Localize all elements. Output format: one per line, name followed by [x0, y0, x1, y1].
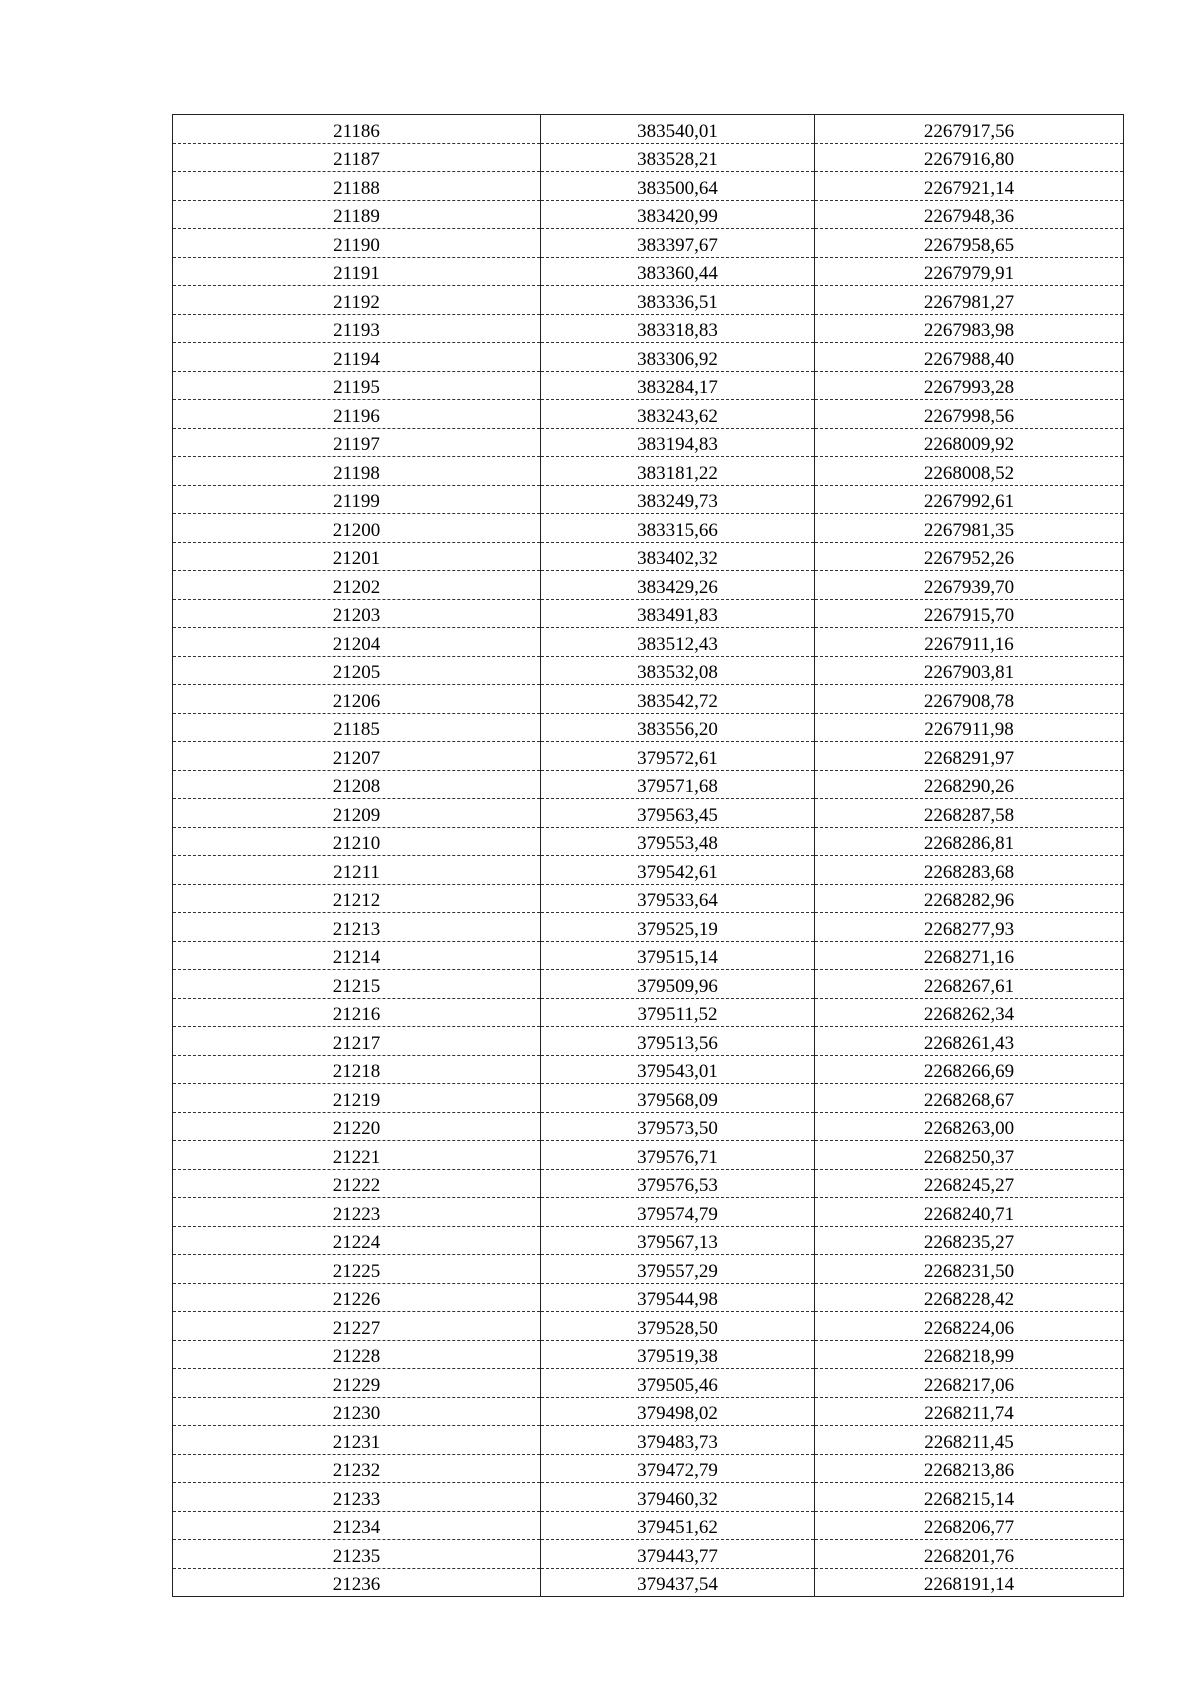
point-number-cell: 21229 [173, 1369, 541, 1398]
table-row [173, 713, 1124, 742]
y-coordinate-cell: 2268224,06 [815, 1312, 1124, 1341]
table-row [173, 1540, 1124, 1569]
x-coordinate-cell: 379460,32 [541, 1483, 815, 1512]
table-row [173, 628, 1124, 657]
table-row [173, 827, 1124, 856]
table-row [173, 998, 1124, 1027]
x-coordinate-cell: 379437,54 [541, 1568, 815, 1597]
table-row [173, 428, 1124, 457]
point-number-cell: 21201 [173, 542, 541, 571]
point-number-cell: 21198 [173, 457, 541, 486]
y-coordinate-cell: 2268267,61 [815, 970, 1124, 999]
y-coordinate-cell: 2268290,26 [815, 770, 1124, 799]
y-coordinate-cell: 2267916,80 [815, 143, 1124, 172]
point-number-cell: 21233 [173, 1483, 541, 1512]
point-number-cell: 21230 [173, 1397, 541, 1426]
y-coordinate-cell: 2268215,14 [815, 1483, 1124, 1512]
y-coordinate-cell: 2267911,98 [815, 713, 1124, 742]
x-coordinate-cell: 383420,99 [541, 200, 815, 229]
point-number-cell: 21200 [173, 514, 541, 543]
x-coordinate-cell: 379525,19 [541, 913, 815, 942]
table-row [173, 1511, 1124, 1540]
point-number-cell: 21191 [173, 257, 541, 286]
table-row [173, 1255, 1124, 1284]
point-number-cell: 21211 [173, 856, 541, 885]
x-coordinate-cell: 383397,67 [541, 229, 815, 258]
table-row [173, 770, 1124, 799]
x-coordinate-cell: 379513,56 [541, 1027, 815, 1056]
point-number-cell: 21224 [173, 1226, 541, 1255]
point-number-cell: 21225 [173, 1255, 541, 1284]
y-coordinate-cell: 2268228,42 [815, 1283, 1124, 1312]
y-coordinate-cell: 2267908,78 [815, 685, 1124, 714]
table-row [173, 856, 1124, 885]
x-coordinate-cell: 383315,66 [541, 514, 815, 543]
y-coordinate-cell: 2267983,98 [815, 314, 1124, 343]
table-row [173, 884, 1124, 913]
point-number-cell: 21205 [173, 656, 541, 685]
point-number-cell: 21192 [173, 286, 541, 315]
y-coordinate-cell: 2267981,27 [815, 286, 1124, 315]
y-coordinate-cell: 2268261,43 [815, 1027, 1124, 1056]
table-row [173, 685, 1124, 714]
x-coordinate-cell: 379515,14 [541, 941, 815, 970]
y-coordinate-cell: 2267998,56 [815, 400, 1124, 429]
point-number-cell: 21185 [173, 713, 541, 742]
point-number-cell: 21196 [173, 400, 541, 429]
y-coordinate-cell: 2267981,35 [815, 514, 1124, 543]
y-coordinate-cell: 2267921,14 [815, 172, 1124, 201]
table-row [173, 485, 1124, 514]
x-coordinate-cell: 379542,61 [541, 856, 815, 885]
point-number-cell: 21190 [173, 229, 541, 258]
point-number-cell: 21189 [173, 200, 541, 229]
x-coordinate-cell: 383556,20 [541, 713, 815, 742]
point-number-cell: 21215 [173, 970, 541, 999]
x-coordinate-cell: 383284,17 [541, 371, 815, 400]
y-coordinate-cell: 2268231,50 [815, 1255, 1124, 1284]
x-coordinate-cell: 379509,96 [541, 970, 815, 999]
x-coordinate-cell: 379543,01 [541, 1055, 815, 1084]
y-coordinate-cell: 2268250,37 [815, 1141, 1124, 1170]
table-row [173, 970, 1124, 999]
coordinates-table [172, 114, 1124, 1597]
x-coordinate-cell: 379528,50 [541, 1312, 815, 1341]
table-row [173, 1369, 1124, 1398]
point-number-cell: 21193 [173, 314, 541, 343]
x-coordinate-cell: 379574,79 [541, 1198, 815, 1227]
x-coordinate-cell: 379498,02 [541, 1397, 815, 1426]
y-coordinate-cell: 2268245,27 [815, 1169, 1124, 1198]
point-number-cell: 21207 [173, 742, 541, 771]
y-coordinate-cell: 2267917,56 [815, 115, 1124, 144]
x-coordinate-cell: 379567,13 [541, 1226, 815, 1255]
x-coordinate-cell: 379443,77 [541, 1540, 815, 1569]
point-number-cell: 21218 [173, 1055, 541, 1084]
y-coordinate-cell: 2268217,06 [815, 1369, 1124, 1398]
table-row [173, 571, 1124, 600]
y-coordinate-cell: 2268263,00 [815, 1112, 1124, 1141]
point-number-cell: 21232 [173, 1454, 541, 1483]
table-row [173, 1454, 1124, 1483]
x-coordinate-cell: 379544,98 [541, 1283, 815, 1312]
point-number-cell: 21234 [173, 1511, 541, 1540]
point-number-cell: 21214 [173, 941, 541, 970]
table-row [173, 1226, 1124, 1255]
x-coordinate-cell: 383500,64 [541, 172, 815, 201]
y-coordinate-cell: 2267992,61 [815, 485, 1124, 514]
y-coordinate-cell: 2268240,71 [815, 1198, 1124, 1227]
table-row [173, 400, 1124, 429]
table-row [173, 1340, 1124, 1369]
x-coordinate-cell: 379511,52 [541, 998, 815, 1027]
table-row [173, 343, 1124, 372]
y-coordinate-cell: 2268283,68 [815, 856, 1124, 885]
x-coordinate-cell: 383528,21 [541, 143, 815, 172]
x-coordinate-cell: 379483,73 [541, 1426, 815, 1455]
y-coordinate-cell: 2268291,97 [815, 742, 1124, 771]
y-coordinate-cell: 2268201,76 [815, 1540, 1124, 1569]
point-number-cell: 21219 [173, 1084, 541, 1113]
table-row [173, 742, 1124, 771]
point-number-cell: 21236 [173, 1568, 541, 1597]
point-number-cell: 21223 [173, 1198, 541, 1227]
table-row [173, 1055, 1124, 1084]
table-row [173, 200, 1124, 229]
x-coordinate-cell: 383360,44 [541, 257, 815, 286]
y-coordinate-cell: 2268286,81 [815, 827, 1124, 856]
table-row [173, 514, 1124, 543]
point-number-cell: 21217 [173, 1027, 541, 1056]
table-row [173, 457, 1124, 486]
point-number-cell: 21222 [173, 1169, 541, 1198]
y-coordinate-cell: 2268287,58 [815, 799, 1124, 828]
y-coordinate-cell: 2267911,16 [815, 628, 1124, 657]
table-row [173, 1112, 1124, 1141]
table-row [173, 913, 1124, 942]
table-row [173, 1483, 1124, 1512]
y-coordinate-cell: 2267903,81 [815, 656, 1124, 685]
point-number-cell: 21220 [173, 1112, 541, 1141]
point-number-cell: 21235 [173, 1540, 541, 1569]
x-coordinate-cell: 383491,83 [541, 599, 815, 628]
y-coordinate-cell: 2268211,74 [815, 1397, 1124, 1426]
table-row [173, 286, 1124, 315]
table-row [173, 257, 1124, 286]
point-number-cell: 21188 [173, 172, 541, 201]
point-number-cell: 21227 [173, 1312, 541, 1341]
point-number-cell: 21216 [173, 998, 541, 1027]
point-number-cell: 21202 [173, 571, 541, 600]
x-coordinate-cell: 383243,62 [541, 400, 815, 429]
table-row [173, 1283, 1124, 1312]
point-number-cell: 21194 [173, 343, 541, 372]
table-row [173, 1198, 1124, 1227]
table-row [173, 1568, 1124, 1597]
x-coordinate-cell: 379519,38 [541, 1340, 815, 1369]
point-number-cell: 21206 [173, 685, 541, 714]
x-coordinate-cell: 383318,83 [541, 314, 815, 343]
table-row [173, 656, 1124, 685]
y-coordinate-cell: 2268206,77 [815, 1511, 1124, 1540]
x-coordinate-cell: 379568,09 [541, 1084, 815, 1113]
x-coordinate-cell: 379571,68 [541, 770, 815, 799]
x-coordinate-cell: 383532,08 [541, 656, 815, 685]
point-number-cell: 21209 [173, 799, 541, 828]
x-coordinate-cell: 379553,48 [541, 827, 815, 856]
x-coordinate-cell: 379557,29 [541, 1255, 815, 1284]
x-coordinate-cell: 383542,72 [541, 685, 815, 714]
table-row [173, 542, 1124, 571]
x-coordinate-cell: 383429,26 [541, 571, 815, 600]
point-number-cell: 21226 [173, 1283, 541, 1312]
x-coordinate-cell: 383402,32 [541, 542, 815, 571]
y-coordinate-cell: 2268213,86 [815, 1454, 1124, 1483]
point-number-cell: 21197 [173, 428, 541, 457]
point-number-cell: 21208 [173, 770, 541, 799]
point-number-cell: 21186 [173, 115, 541, 144]
table-row [173, 1426, 1124, 1455]
point-number-cell: 21204 [173, 628, 541, 657]
x-coordinate-cell: 379576,71 [541, 1141, 815, 1170]
x-coordinate-cell: 383249,73 [541, 485, 815, 514]
table-row [173, 314, 1124, 343]
y-coordinate-cell: 2268262,34 [815, 998, 1124, 1027]
y-coordinate-cell: 2267993,28 [815, 371, 1124, 400]
table-row [173, 1027, 1124, 1056]
x-coordinate-cell: 383181,22 [541, 457, 815, 486]
x-coordinate-cell: 379472,79 [541, 1454, 815, 1483]
point-number-cell: 21203 [173, 599, 541, 628]
table-row [173, 229, 1124, 258]
y-coordinate-cell: 2268282,96 [815, 884, 1124, 913]
y-coordinate-cell: 2267958,65 [815, 229, 1124, 258]
table-row [173, 1169, 1124, 1198]
y-coordinate-cell: 2267952,26 [815, 542, 1124, 571]
y-coordinate-cell: 2268191,14 [815, 1568, 1124, 1597]
y-coordinate-cell: 2268268,67 [815, 1084, 1124, 1113]
table-row [173, 599, 1124, 628]
x-coordinate-cell: 379505,46 [541, 1369, 815, 1398]
point-number-cell: 21231 [173, 1426, 541, 1455]
point-number-cell: 21195 [173, 371, 541, 400]
coordinates-table-body [173, 115, 1124, 1597]
y-coordinate-cell: 2268009,92 [815, 428, 1124, 457]
table-row [173, 1312, 1124, 1341]
table-row [173, 1397, 1124, 1426]
y-coordinate-cell: 2267948,36 [815, 200, 1124, 229]
point-number-cell: 21210 [173, 827, 541, 856]
x-coordinate-cell: 383512,43 [541, 628, 815, 657]
point-number-cell: 21213 [173, 913, 541, 942]
table-row [173, 799, 1124, 828]
table-row [173, 172, 1124, 201]
y-coordinate-cell: 2268277,93 [815, 913, 1124, 942]
x-coordinate-cell: 379572,61 [541, 742, 815, 771]
x-coordinate-cell: 379451,62 [541, 1511, 815, 1540]
y-coordinate-cell: 2268266,69 [815, 1055, 1124, 1084]
y-coordinate-cell: 2267939,70 [815, 571, 1124, 600]
x-coordinate-cell: 379563,45 [541, 799, 815, 828]
table-row [173, 143, 1124, 172]
point-number-cell: 21187 [173, 143, 541, 172]
y-coordinate-cell: 2268211,45 [815, 1426, 1124, 1455]
table-row [173, 941, 1124, 970]
y-coordinate-cell: 2267915,70 [815, 599, 1124, 628]
point-number-cell: 21228 [173, 1340, 541, 1369]
y-coordinate-cell: 2268271,16 [815, 941, 1124, 970]
x-coordinate-cell: 379576,53 [541, 1169, 815, 1198]
y-coordinate-cell: 2268008,52 [815, 457, 1124, 486]
point-number-cell: 21199 [173, 485, 541, 514]
point-number-cell: 21221 [173, 1141, 541, 1170]
y-coordinate-cell: 2267988,40 [815, 343, 1124, 372]
x-coordinate-cell: 383540,01 [541, 115, 815, 144]
y-coordinate-cell: 2267979,91 [815, 257, 1124, 286]
table-row [173, 115, 1124, 144]
x-coordinate-cell: 379573,50 [541, 1112, 815, 1141]
y-coordinate-cell: 2268218,99 [815, 1340, 1124, 1369]
x-coordinate-cell: 383194,83 [541, 428, 815, 457]
table-row [173, 371, 1124, 400]
table-row [173, 1084, 1124, 1113]
table-row [173, 1141, 1124, 1170]
x-coordinate-cell: 383306,92 [541, 343, 815, 372]
x-coordinate-cell: 383336,51 [541, 286, 815, 315]
point-number-cell: 21212 [173, 884, 541, 913]
x-coordinate-cell: 379533,64 [541, 884, 815, 913]
y-coordinate-cell: 2268235,27 [815, 1226, 1124, 1255]
